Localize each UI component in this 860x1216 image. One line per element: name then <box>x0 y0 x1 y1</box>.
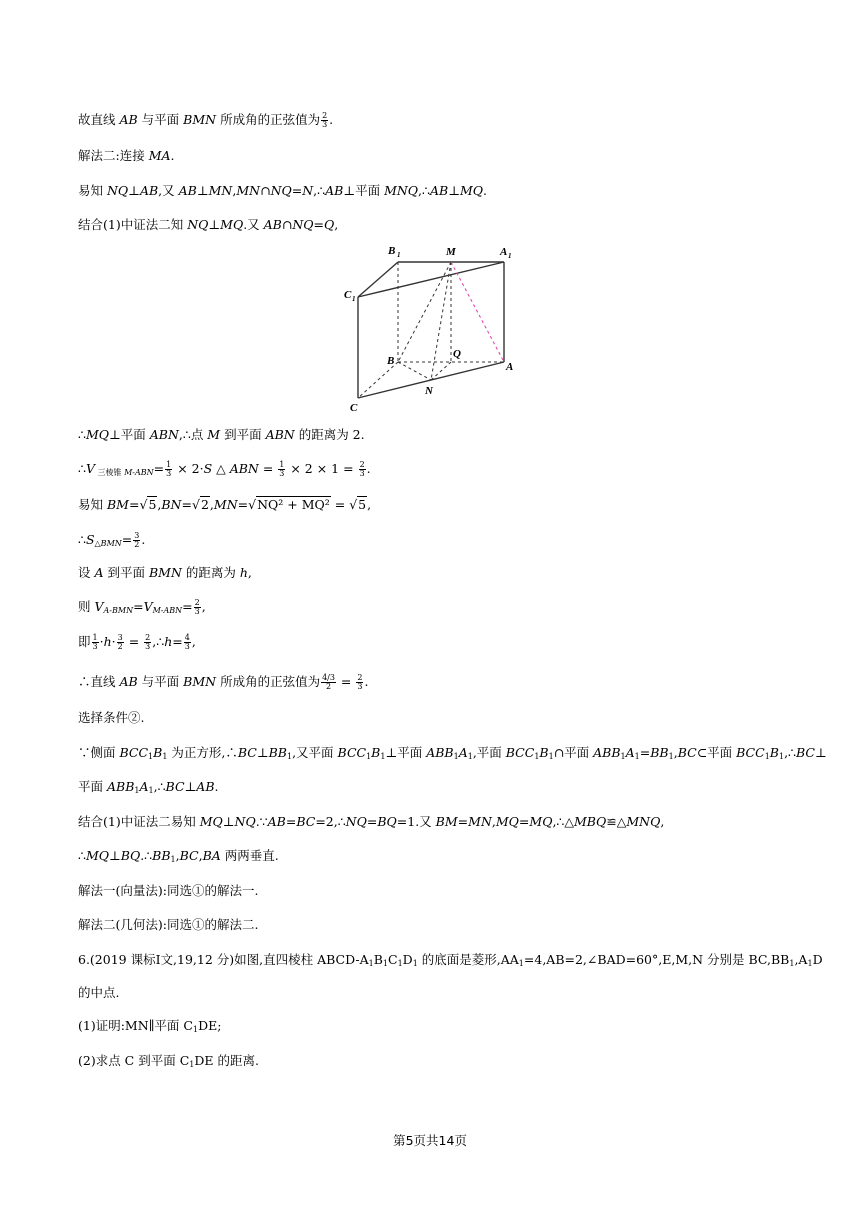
total-pages: 14 <box>438 1133 455 1148</box>
label-b1-sub: 1 <box>397 251 401 259</box>
edge-c1-a1 <box>358 262 504 297</box>
text-line: 设 A 到平面 BMN 的距离为 h, <box>78 565 252 580</box>
text-line: 即 $\frac{1}{3}$ ·h· $\frac{3}{2}$ = $\frac{2}{3}$ ,∴h= $\frac{4}{3}$ , <box>78 633 196 651</box>
text-line: ∴V $_{三棱锥}$ $_{M-ABN}$= $\frac{1}{3}$ × 2·S △ ABN = $\frac{1}{3}$ × 2 × 1 = $\frac{2}{3}$ . <box>78 460 371 478</box>
text-line: (1)证明:MN∥平面 $C_1DE$; <box>78 1018 222 1034</box>
label-m: M <box>446 246 456 258</box>
label-n: N <box>425 385 433 397</box>
fraction: $\frac{2}{3}$ <box>145 633 151 651</box>
fraction: $\frac{2}{3}$ <box>359 460 365 478</box>
text-line: 解法一(向量法):同选①的解法一. <box>78 883 259 898</box>
text-line: 则 $V_{A-BMN}=V_{M-ABN}=$ $\frac{2}{3}$ , <box>78 598 206 616</box>
text-line: (2)求点 C 到平面 $C_1DE$ 的距离. <box>78 1053 259 1069</box>
text-line: ∴直线 AB 与平面 BMN 所成角的正弦值为 $\frac{4/3}{2}$ = $\frac{2}{3}$ . <box>78 673 369 691</box>
text-line: 平面 $ABB_1A_1,\therefore BC\perp AB$. <box>78 779 219 795</box>
label-c1-sub: 1 <box>352 295 356 303</box>
label-b: B <box>387 355 395 367</box>
prism-figure <box>336 240 526 420</box>
label-c: C <box>350 402 358 414</box>
text-line: 选择条件②. <box>78 710 145 725</box>
segment-m-a <box>451 262 504 362</box>
fraction: $\frac{2}{3}$ <box>322 111 328 129</box>
text-line: 的中点. <box>78 985 120 1000</box>
fraction: $\frac{2}{3}$ <box>357 673 363 691</box>
text-line: 易知 BM=√5,BN=√2,MN=√NQ² + MQ² = √5, <box>78 497 372 512</box>
segment-b-n <box>398 362 431 380</box>
label-a: A <box>506 361 514 373</box>
label-a1-sub: 1 <box>508 252 512 260</box>
page-footer: 第5页共14页 <box>393 1133 467 1148</box>
text-line: $\therefore S_{\triangle BMN}=$ $\frac{3}{2}$ . <box>78 531 146 549</box>
text-line: 结合(1)中证法二知 NQ⊥MQ.又 AB∩NQ=Q, <box>78 217 339 232</box>
text-line: $\therefore MQ\perp BQ.\therefore BB_1,BC,BA$ 两两垂直. <box>78 848 279 864</box>
fraction: $\frac{4/3}{2}$ <box>322 673 335 691</box>
fraction: $\frac{4}{3}$ <box>184 633 190 651</box>
fraction: $\frac{1}{3}$ <box>279 460 285 478</box>
text-line: 故直线 AB 与平面 BMN 所成角的正弦值为 $\frac{2}{3}$ . <box>78 111 334 129</box>
text-line: 解法二:连接 MA. <box>78 148 175 163</box>
fraction: $\frac{3}{2}$ <box>117 633 123 651</box>
fraction: $\frac{1}{3}$ <box>92 633 98 651</box>
text-line: 6.(2019 课标Ⅰ文,19,12 分)如图,直四棱柱 ABCD-$A_1B_1C_1D_1$ 的底面是菱形$,AA_1=4,AB=2,\angle BAD=60^\circ,E,M,N$ 分别是 $BC,BB_1,A_1D$ <box>78 952 823 968</box>
fraction: $\frac{2}{3}$ <box>194 598 200 616</box>
fraction: $\frac{1}{3}$ <box>166 460 172 478</box>
text-line: 解法二(几何法):同选①的解法二. <box>78 917 259 932</box>
text-line: 结合(1)中证法二易知 MQ⊥NQ.∵AB=BC=2,∴NQ=BQ=1.又 BM=MN,MQ=MQ,∴△MBQ≌△MNQ, <box>78 814 665 829</box>
text-line: 易知 NQ⊥AB,又 AB⊥MN,MN∩NQ=N,∴AB⊥平面 MNQ,∴AB⊥MQ. <box>78 183 487 198</box>
fraction: $\frac{3}{2}$ <box>134 531 140 549</box>
label-c1: C <box>344 289 352 301</box>
text-line: ∵侧面 $BCC_1B_1$ 为正方形$,\therefore BC\perp BB_1$,又平面 $BCC_1B_1\perp$平面 $ABB_1A_1$,平面 $BCC_1B_1\cap$平面 $ABB_1A_1=BB_1,BC\subset$平面 $BCC_1B_1,\therefore BC\perp$ <box>78 745 827 761</box>
text-line: ∴MQ⊥平面 ABN,∴点 M 到平面 ABN 的距离为 2. <box>78 427 365 442</box>
label-b1: B <box>388 245 396 257</box>
label-a1: A <box>500 246 508 258</box>
label-q: Q <box>453 348 461 360</box>
current-page: 5 <box>405 1133 414 1148</box>
